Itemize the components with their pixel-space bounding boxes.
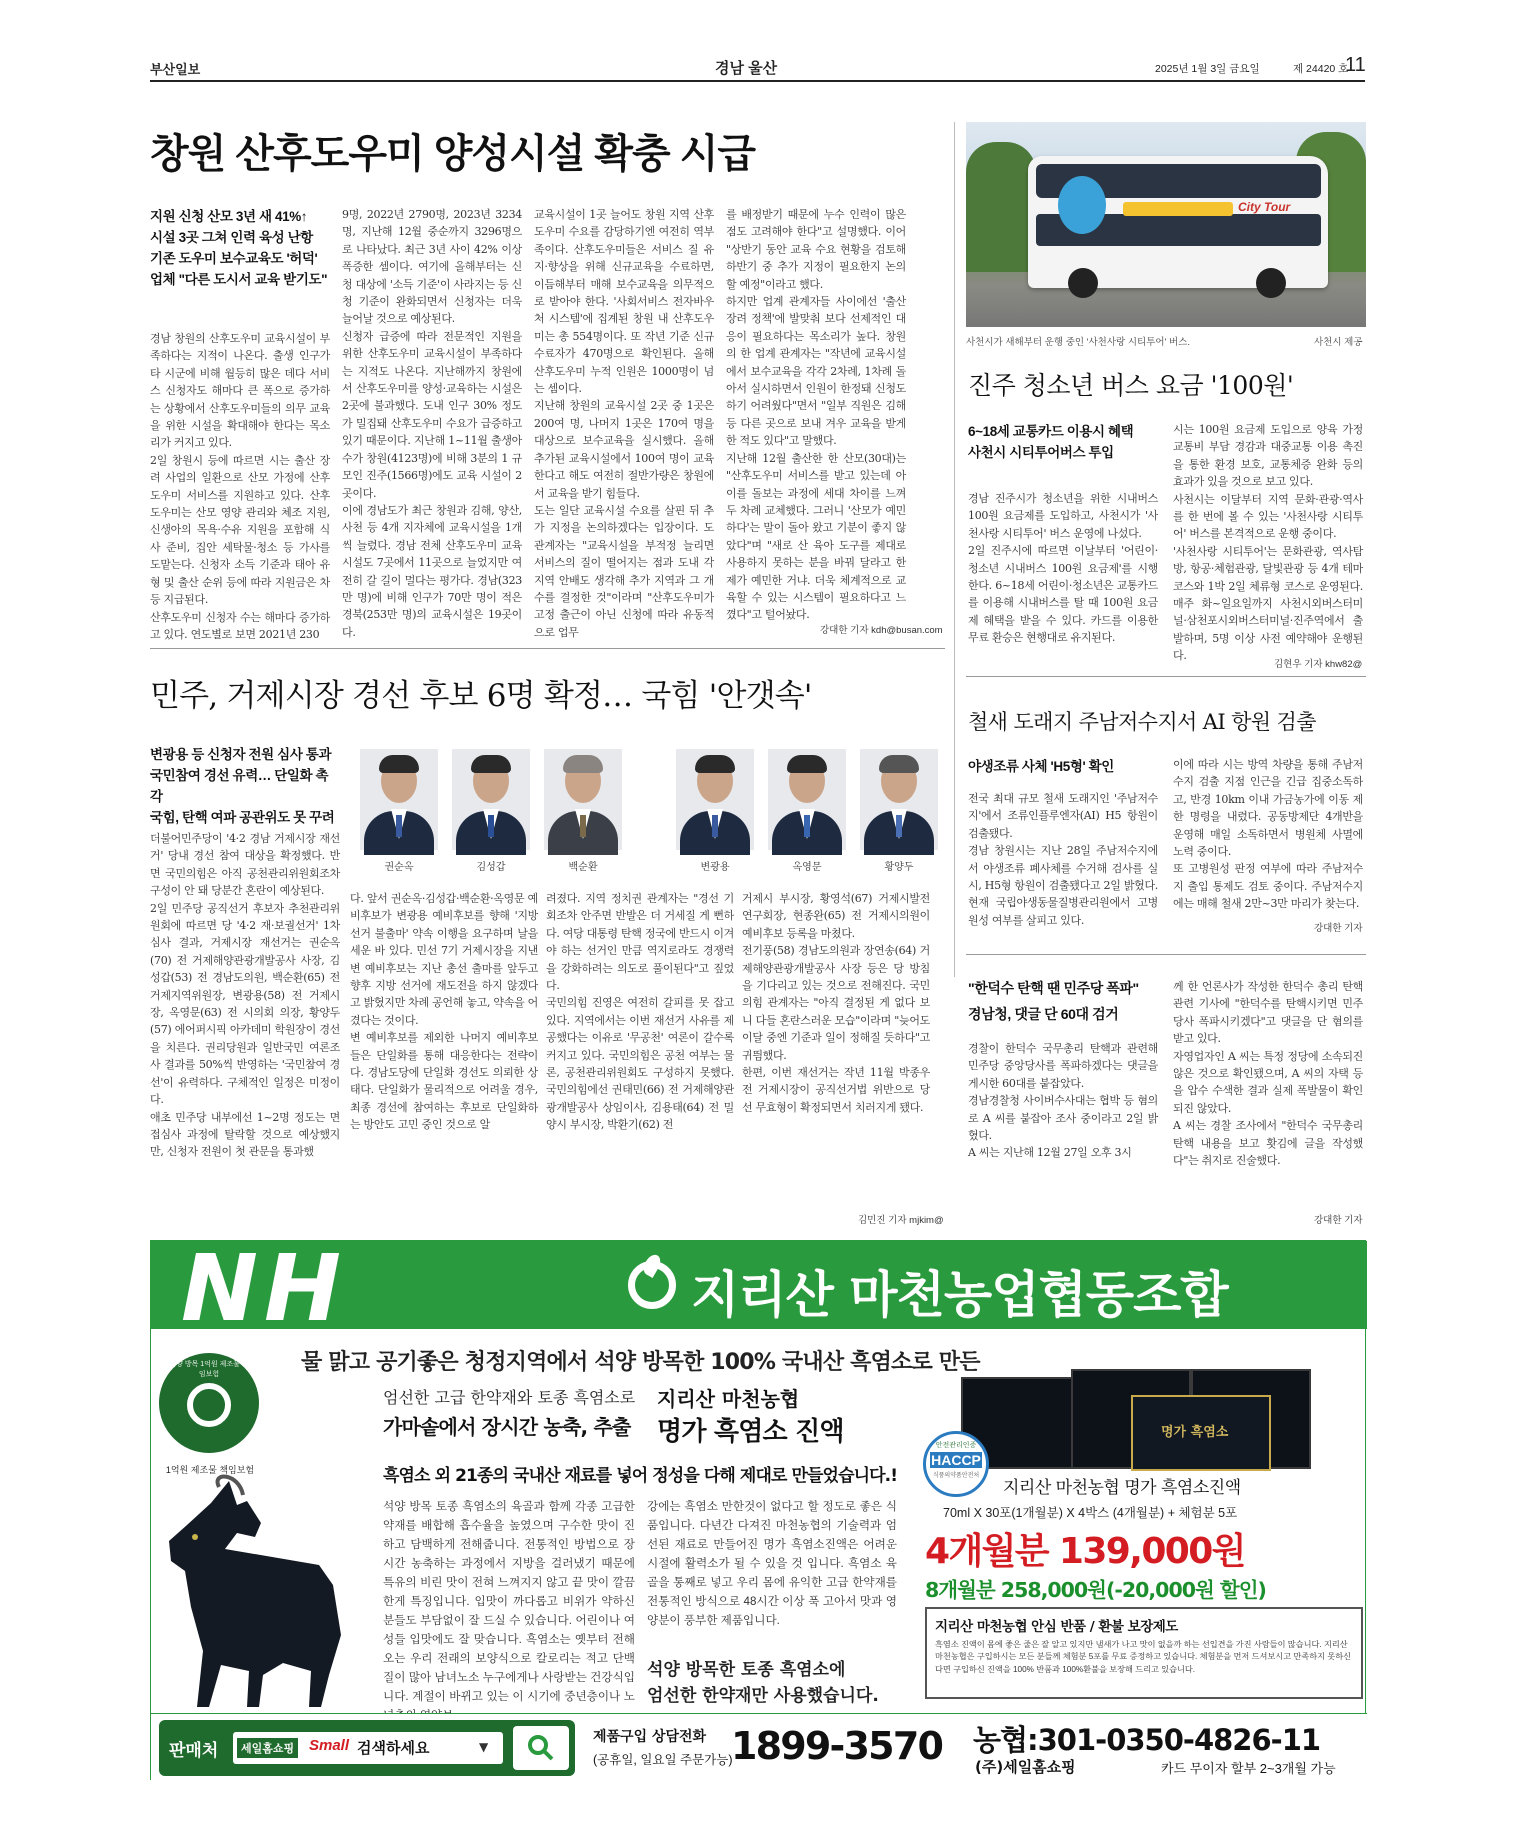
candidate-name: 권순옥 — [384, 862, 414, 873]
candidate-photo — [860, 749, 938, 850]
black-goat-image — [151, 1475, 351, 1715]
ad-left-line2: 가마솥에서 장시간 농축, 추출 — [383, 1415, 631, 1439]
photo-credit: 사천시 제공 — [1314, 337, 1363, 348]
guarantee-text: 흑염소 진액이 몸에 좋은 줄은 잘 알고 있지만 냄새가 나고 맛이 없을까 하는 선입견을 가진 사람들이 많습니다. 지리산 마천농협은 구입하시는 모든 분들께 체험분 5포를 무료 증정하고 있습니다. 체험분을 먼저 드셔보시고 만족하지 못하신다면 구입하신 진액을 100% 반품과 100%환불을 보장해 드리고 있습니다. — [935, 1640, 1352, 1674]
box-label: 명가 흑염소 — [1161, 1425, 1229, 1440]
search-icon — [527, 1734, 555, 1762]
article4-col1: 더불어민주당이 '4·2 경남 거제시장 재선거' 당내 경선 참여 대상을 확정했다. 반면 국민의힘은 아직 공천관리위원회조차 구성이 안 돼 당분간 혼란이 예상된다. 2일 민주당 공직선거 후보자 추천관리위원회에 따르면 당 '4·2 재·보궐선거' 1차 심사 결과, 거제시장 재선거는 권순옥(70) 전 거제해양관광개발공사 사장, 김성갑(53) 전 경남도의원, 백순환(65) 전 거제지역위원장, 변광용(58) 전 거제시장, 옥영문(63) 전 시의회 의장, 황양두(57) 에어퍼시픽 아카데미 학원장이 경선을 치른다. 권리당원과 일반국민 여론조사 결과를 50%씩 반영하는 '국민참여 경선'이 유력하다. 구체적인 일정은 미정이다. 애초 민주당 내부에선 1~2명 정도는 면접심사 과정에 탈락할 것으로 예상했지만, 신청자 전원이 첫 관문을 통과했 — [150, 832, 340, 1159]
section-name: 경남 울산 — [715, 60, 778, 77]
article5-col2: 께 한 언론사가 작성한 한덕수 총리 탄핵 관련 기사에 "한덕수를 탄핵시키면 민주당사 폭파시키겠다"고 댓글을 단 혐의를 받고 있다. 자영업자인 A 씨는 특정 정당에 소속되진 않은 것으로 확인됐으며, A 씨의 자택 등을 압수 수색한 결과 실제 폭발물이 확인되진 않았다. A 씨는 경찰 조사에서 "한덕수 국무총리 탄핵 내용을 보고 홧김에 글을 작성했다"는 취지로 진술했다. — [1173, 980, 1363, 1168]
product-title: 지리산 마천농협 명가 흑염소진액 — [1003, 1478, 1241, 1498]
product-spec: 70ml X 30포(1개월분) X 4박스 (4개월분) + 체험분 5포 — [943, 1506, 1238, 1520]
column-divider — [954, 122, 955, 977]
shop-brand: 세일홈쇼핑 — [237, 1738, 298, 1758]
issue-number: 제 24420 호 — [1293, 63, 1349, 75]
article3-col1: 전국 최대 규모 철새 도래지인 '주남저수지'에서 조류인플루엔자(AI) H5 항원이 검출됐다. 경남 창원시는 지난 28일 주남저수지에서 야생조류 폐사체를 수거해 검사를 실시, H5형 항원이 검출됐다고 2일 밝혔다. 현재 국립야생동물질병관리원에서 고병원성 여부를 살피고 있다. — [968, 792, 1158, 927]
seal-ring-text: 석양 방목 1억원 제조물 책임보험 — [169, 1361, 249, 1378]
bus — [1028, 156, 1328, 288]
coop-name: 지리산 마천농업협동조합 — [691, 1266, 1228, 1324]
bus-sign: City Tour — [1238, 200, 1291, 214]
subhead: 지원 신청 산모 3년 새 41%↑ — [150, 209, 308, 224]
seal-emblem-icon — [187, 1383, 231, 1427]
haccp-label: HACCP — [931, 1452, 981, 1468]
subhead: 시설 3곳 그쳐 인력 육성 난항 — [150, 230, 313, 245]
candidate-name: 백순환 — [568, 862, 598, 873]
article4-col4: 거제시 부시장, 황영석(67) 거제시발전연구회장, 현종완(65) 전 거제시의원이 예비후보 등록을 마쳤다. 전기풍(58) 경남도의원과 장연송(64) 거제해양관광개발공사 사장 등은 당 방침을 기다리고 있는 것으로 전해진다. 국민의힘 관계자는 "아직 결정된 게 없다 보니 다들 혼란스러운 모습"이라며 "늦어도 이달 중엔 기준과 일이 정해질 듯하다"고 귀띔했다. 한편, 이번 재선거는 작년 11월 박종우 전 거제시장이 공직선거법 위반으로 당선 무효형이 확정되면서 치러지게 됐다. — [742, 892, 930, 1114]
article4-col3: 려졌다. 지역 정치권 관계자는 "경선 기회조차 안주면 반발은 더 거세질 게 뻔하다. 여당 대통령 탄핵 정국에 반드시 이겨야 하는 선거인 만큼 역지로라도 경쟁력을 강화하려는 의도로 풀이된다"고 짚었다. 국민의힘 진영은 여전히 갈피를 못 잡고 있다. 지역에서는 이번 재선거 사유를 제공했다는 이유로 '무공천' 여론이 갈수록 커지고 있다. 국민의힘은 공천 여부는 물론, 공천관리위원회도 구성하지 못했다. 국민의힘에선 권태민(66) 전 거제해양관광개발공사 상임이사, 김용태(64) 전 밀양시 부시장, 박환기(62) 전 — [546, 892, 734, 1132]
nh-logo: NH — [181, 1235, 347, 1342]
ad-promo1: 석양 방목한 토종 흑염소에 — [647, 1660, 846, 1680]
haccp-badge — [923, 1431, 989, 1497]
candidate-photo — [452, 749, 530, 850]
article1-col3: 교육시설이 1곳 늘어도 창원 지역 산후도우미 수요를 감당하기엔 여전히 역부족이다. 산후도우미들은 서비스 질 유지·향상을 위해 신규교육을 수료하면, 이듬해부터 매해 보수교육을 의무적으로 받아야 한다. '사회서비스 전자바우처 시스템'에 집계된 창원 내 산후도우미는 총 554명이다. 또 작년 기준 신규수료자가 470명으로 확인된다. 올해 산후도우미 누적 인원은 1000명이 넘는 셈이다. 지난해 창원의 교육시설 2곳 중 1곳은 200여 명, 나머지 1곳은 170여 명을 대상으로 보수교육을 실시했다. 올해 추가된 교육시설에서 100여 명이 교육한다고 해도 여전히 절반가량은 창원에서 교육을 받기 힘들다. 도는 일단 교육시설 수요를 살핀 뒤 추가 지정을 논의하겠다는 입장이다. 도 관계자는 "교육시설을 부적정 늘리면 서비스의 질이 떨어지는 점과 도내 각 지역 안배도 생각해 추가 지역과 그 개수를 결정한 것"이라며 "산후도우미가 고정 출근이 아닌 신청에 따라 유동적으로 업무 — [534, 208, 714, 639]
shop-search-box[interactable] — [159, 1720, 575, 1776]
article1-subheads — [150, 206, 330, 290]
article4-subheads — [150, 744, 340, 828]
installment-note: 카드 무이자 할부 2~3개월 가능 — [1161, 1761, 1336, 1776]
section-divider — [966, 954, 1366, 955]
article1-byline: 강대한 기자 kdh@busan.com — [820, 625, 943, 636]
article2-byline: 김현우 기자 khw82@ — [1274, 659, 1363, 670]
haccp-bottom: 식품의약품안전처 — [932, 1473, 980, 1479]
page-number: 11 — [1345, 54, 1366, 76]
article3-subhead: 야생조류 사체 'H5형' 확인 — [968, 759, 1114, 774]
photo-caption: 사천시가 새해부터 운행 중인 '사천사랑 시티투어' 버스. — [966, 337, 1190, 348]
article2-col1: 경남 진주시가 청소년을 위한 시내버스 100원 요금제를 도입하고, 사천시가 '사천사랑 시티투어' 버스 운영에 나섰다. 2일 진주시에 따르면 이날부터 '어린이·청소년 시내버스 100원 요금제'를 시행한다. 6~18세 어린이·청소년은 교통카드를 이용해 시내버스를 탈 때 100원 요금제 혜택을 받을 수 있다. 카드를 이용한 무료 환승은 현행대로 유지된다. — [968, 492, 1158, 645]
article4-byline: 김민진 기자 mjkim@ — [858, 1215, 944, 1226]
candidate-photo — [676, 749, 754, 850]
search-text: 검색하세요 — [357, 1739, 430, 1757]
article5-subtitle: 경남청, 댓글 단 60대 검거 — [968, 1006, 1119, 1022]
ad-promo2: 엄선한 한약재만 사용했습니다. — [647, 1686, 879, 1706]
article1-title: 창원 산후도우미 양성시설 확충 시급 — [150, 132, 756, 176]
paper-name: 부산일보 — [150, 62, 201, 77]
ad-right-line2: 명가 흑염소 진액 — [657, 1417, 844, 1447]
bank-account: 농협:301-0350-4826-11 — [973, 1723, 1321, 1757]
article3-col2: 이에 따라 시는 방역 차량을 통해 주남저수지 검출 지점 인근을 긴급 집중소독하고, 반경 10km 이내 가금농가에 이동 제한 명령을 내렸다. 공동방제단 4개반을 운영해 매일 소독하면서 병원체 사멸에 노력 중이다. 또 고병원성 판정 여부에 따라 주남저수지 출입 통제도 검토 중이다. 주남저수지에는 매해 철새 2만~3만 마리가 찾는다. — [1173, 758, 1363, 911]
article5-title: "한덕수 탄핵 땐 민주당 폭파" — [968, 980, 1139, 996]
article4-title: 민주, 거제시장 경선 후보 6명 확정… 국힘 '안갯속' — [150, 678, 812, 714]
candidate-photo — [544, 749, 622, 850]
ad-body1: 석양 방목 토종 흑염소의 육골과 함께 각종 고급한약재를 배합해 흡수율을 높였으며 구수한 맛이 진하고 담백하게 전해줍니다. 전통적인 방법으로 장시간 농축하는 과정에서 지방을 걸러냈기 때문에 특유의 비린 맛이 전혀 느껴지지 않고 끝 맛이 깔끔한게 특징입니다. 입맛이 까다롭고 비위가 약하신 분들도 부담없이 잘 드실 수 있습니다. 어린이나 여성들 입맛에도 잘 맞습니다. 흑염소는 옛부터 전해오는 우리 전래의 보양식으로 칼로리는 적고 단백질이 많아 남녀노소 누구에게나 사랑받는 건강식입니다. 계절이 바뀌고 있는 이 시기에 중년층이나 노 — [383, 1500, 635, 1703]
phone-number[interactable]: 1899-3570 — [731, 1724, 943, 1768]
candidate-photo — [360, 749, 438, 850]
article2-col2: 시는 100원 요금제 도입으로 양육 가정 교통비 부담 경감과 대중교통 이용 촉진을 통한 환경 보호, 교통체증 완화 등의 효과가 있을 것으로 보고 있다. 사천시는 이달부터 지역 문화·관광·역사를 한 번에 볼 수 있는 '사천사랑 시티투어' 버스를 본격적으로 운행 중이다. '사천사랑 시티투어'는 문화관광, 역사탐방, 항공·체험관광, 달빛관광 등 4개 테마코스와 1박 2일 체류형 코스로 운영된다. 매주 화~일요일까지 사천시외버스터미널·삼천포시외버스터미널·진주역에서 출발하며, 5명 이상 사전 예약해야 운행된다. — [1173, 423, 1363, 663]
ad-body2: 강에는 흑염소 만한것이 없다고 할 정도로 좋은 식품입니다. 다년간 다져진 마천농협의 기술력과 엄선된 재료로 만들어진 명가 흑염소진액은 어려운 시절에 활력소가 될 수 있을 것 입니다. 흑염소 육골을 통째로 넣고 우리 몸에 유익한 고급 한약재를 전통적인 방식으로 48시간 이상 푹 고아서 맛과 영양분이 풍부한 제품입니다. — [647, 1500, 897, 1627]
ad-banner — [151, 1235, 1367, 1342]
seller-label: 판매처 — [169, 1741, 219, 1761]
subhead: 업체 "다른 도시서 교육 받기도" — [150, 272, 328, 287]
tree-left — [966, 142, 1036, 272]
ad-right-line1: 지리산 마천농협 — [657, 1387, 800, 1411]
article5-byline: 강대한 기자 — [1314, 1215, 1363, 1226]
section-divider — [150, 648, 945, 649]
guarantee-title: 지리산 마천농협 안심 반품 / 환불 보장제도 — [935, 1619, 1178, 1635]
candidate-name: 황양두 — [884, 862, 914, 873]
ad-left-line1: 엄선한 고급 한약재와 토종 흑염소로 — [383, 1388, 636, 1407]
article3-title: 철새 도래지 주남저수지서 AI 항원 검출 — [968, 710, 1316, 734]
publish-date: 2025년 1월 3일 금요일 — [1155, 63, 1260, 75]
subhead: 변광용 등 신청자 전원 심사 통과 — [150, 747, 332, 762]
article2-title: 진주 청소년 버스 요금 '100원' — [968, 371, 1294, 400]
subhead: 국민참여 경선 유력… 단일화 촉각 — [150, 768, 329, 804]
article3-byline: 강대한 기자 — [1314, 923, 1363, 934]
phone-label-note: (공휴일, 일요일 주문가능) — [593, 1753, 733, 1767]
candidate-photo — [768, 749, 846, 850]
dropdown-icon: ▼ — [479, 1740, 489, 1754]
nh-emblem-icon — [628, 1261, 676, 1309]
candidate-name: 김성갑 — [476, 862, 506, 873]
subhead: 사천시 시티투어버스 투입 — [968, 445, 1114, 460]
article2-subheads — [968, 421, 1163, 463]
article4-col2: 다. 앞서 권순옥·김성갑·백순환·옥영문 예비후보가 변광용 예비후보를 향해 '지방선거 불출마' 약속 이행을 요구하며 날을 세운 바 있다. 민선 7기 거제시장을 지낸 변 예비후보는 지난 총선 출마를 앞두고 향후 지방 선거에 재도전을 하지 않겠다고 밝혔지만 차례 공언해 놓고, 약속을 어겼다는 것이다. 변 예비후보를 제외한 나머지 예비후보들은 단일화를 통해 대응한다는 전략이다. 경남도당에 단일화 경선도 의뢰한 상태다. 단일화가 물리적으로 어려울 경우, 최종 경선에 참여하는 후보로 단일화하는 방안도 고민 중인 것으로 알 — [350, 892, 538, 1132]
price-8month: 8개월분 258,000원(-20,000원 할인) — [925, 1578, 1266, 1602]
subhead: 기존 도우미 보수교육도 '허덕' — [150, 251, 318, 266]
ad-footer — [151, 1713, 1367, 1781]
company-name: (주)세일홈쇼핑 — [975, 1758, 1076, 1776]
search-button[interactable] — [513, 1726, 569, 1770]
article5-col1: 경찰이 한덕수 국무총리 탄핵과 관련해 민주당 중앙당사를 폭파하겠다는 댓글을 게시한 60대를 붙잡았다. 경남경찰청 사이버수사대는 협박 등 혐의로 A 씨를 붙잡아 조사 중이라고 2일 밝혔다. A 씨는 지난해 12월 27일 오후 3시 — [968, 1042, 1158, 1160]
article1-col4: 를 배정받기 때문에 누수 인력이 많은 점도 고려해야 한다"고 설명했다. 이어 "상반기 동안 교육 수요 현황을 검토해 하반기 중 추가 지정이 필요한지 논의할 예정"이라고 했다. 하지만 업계 관계자들 사이에선 '출산 장려 정책'에 발맞춰 보다 선제적인 대응이 필요하다는 목소리가 높다. 창원의 한 업계 관계자는 "작년에 교육시설에서 보수교육을 각각 2차례, 1차례 돌아서 실시하면서 인원이 한정돼 신청도 하기 어려웠다"면서 "일부 직원은 김해 등 다른 곳으로 보내 겨우 교육을 받게 한 적도 있다"고 말했다. 지난해 12월 출산한 한 산모(30대)는 "산후도우미 서비스를 받고 있는데 아이를 돌보는 과정에 세대 차이를 느껴 두 차례 교체했다. 그러니 '산모가 예민하다'는 말이 돌아 왔고 기분이 좋지 않았다"며 "새로 산 육아 도구를 제대로 사용하지 못하는 분을 바꿔 달라고 한 제가 예민한 거냐. 더욱 체계적으로 교육할 수 있는 시스템이 필요하다고 느꼈다"고 털어놨다. — [726, 208, 906, 622]
phone-label: 제품구입 상담전화 — [593, 1729, 707, 1745]
seal-caption: 1억원 제조물 책임보험 — [165, 1465, 255, 1475]
subhead: 국힘, 탄핵 여파 공관위도 못 꾸려 — [150, 810, 335, 825]
haccp-top: 안전관리인증 — [935, 1442, 977, 1449]
advertisement — [150, 1235, 1366, 1780]
masthead — [150, 56, 1365, 82]
price-4month: 4개월분 139,000원 — [925, 1531, 1245, 1572]
ad-headline: 물 맑고 공기좋은 청정지역에서 석양 방목한 100% 국내산 흑염소로 만든 — [301, 1350, 980, 1375]
article1-col1: 경남 창원의 산후도우미 교육시설이 부족하다는 지적이 나온다. 출생 인구가 타 시군에 비해 월등히 많은 데다 서비스 신청자도 해마다 큰 폭으로 증가하는 상황에서 산후도우미들의 의무 교육을 위한 시설을 확대해야 한다는 목소리가 커지고 있다. 2일 창원시 등에 따르면 시는 출산 장려 사업의 일환으로 산모 가정에 산후도우미 서비스를 지원하고 있다. 산후도우미는 산모 영양 관리와 체조 지원, 신생아의 목욕·수유 지원을 포함해 식사 준비, 집안 세탁물·청소 등 가사를 도맡는다. 신청자 소득 기준과 태아 유형 및 출산 순위 등에 따라 지원금은 차등 지급된다. 산후도우미 신청자 수는 해마다 증가하고 있다. 연도별로 보면 2021년 230 — [150, 332, 330, 641]
candidate-name: 변광용 — [700, 862, 730, 873]
bus-photo — [966, 122, 1366, 327]
subhead: 6~18세 교통카드 이용시 혜택 — [968, 424, 1134, 439]
section-divider — [966, 676, 1366, 677]
article1-col2: 9명, 2022년 2790명, 2023년 3234명, 지난해 12월 중순까지 3296명으로 나타났다. 최근 3년 사이 42% 이상 폭증한 셈이다. 여기에 올해부터는 신청 대상에 '소득 기준'이 사라지는 등 신청 기준이 완화되면서 신청자는 더욱 늘어날 것으로 예상된다. 신청자 급증에 따라 전문적인 지원을 위한 산후도우미 교육시설이 부족하다는 지적도 나온다. 지난해까지 창원에서 산후도우미를 양성·교육하는 시설은 2곳에 불과했다. 도내 인구 30% 정도가 밀집돼 산후도우미 수요가 급증하고 있기 때문이다. 지난해 1~11월 출생아 수가 창원(4123명)에 비해 3분의 1 규모인 진주(1566명)에도 교육 시설이 2곳이다. 이에 경남도가 최근 창원과 김해, 양산, 사천 등 4개 지자체에 교육시설을 1개씩 늘렸다. 경남 전체 산후도우미 교육시설도 7곳에서 11곳으로 늘었지만 여전히 갈 길이 멀다는 평가다. 경남(323만 명)에 비해 인구가 70만 명이 적은 경북(253만 명)의 교육시설은 19곳이다. — [342, 208, 522, 639]
bus-mascot — [1058, 176, 1106, 234]
candidate-name: 옥영문 — [792, 862, 822, 873]
liability-seal — [159, 1353, 259, 1453]
ad-slogan: 흑염소 외 21종의 국내산 재료를 넣어 정성을 다해 제대로 만들었습니다.! — [383, 1466, 898, 1486]
guarantee-box — [925, 1607, 1363, 1699]
shop-small: Small — [309, 1737, 350, 1754]
